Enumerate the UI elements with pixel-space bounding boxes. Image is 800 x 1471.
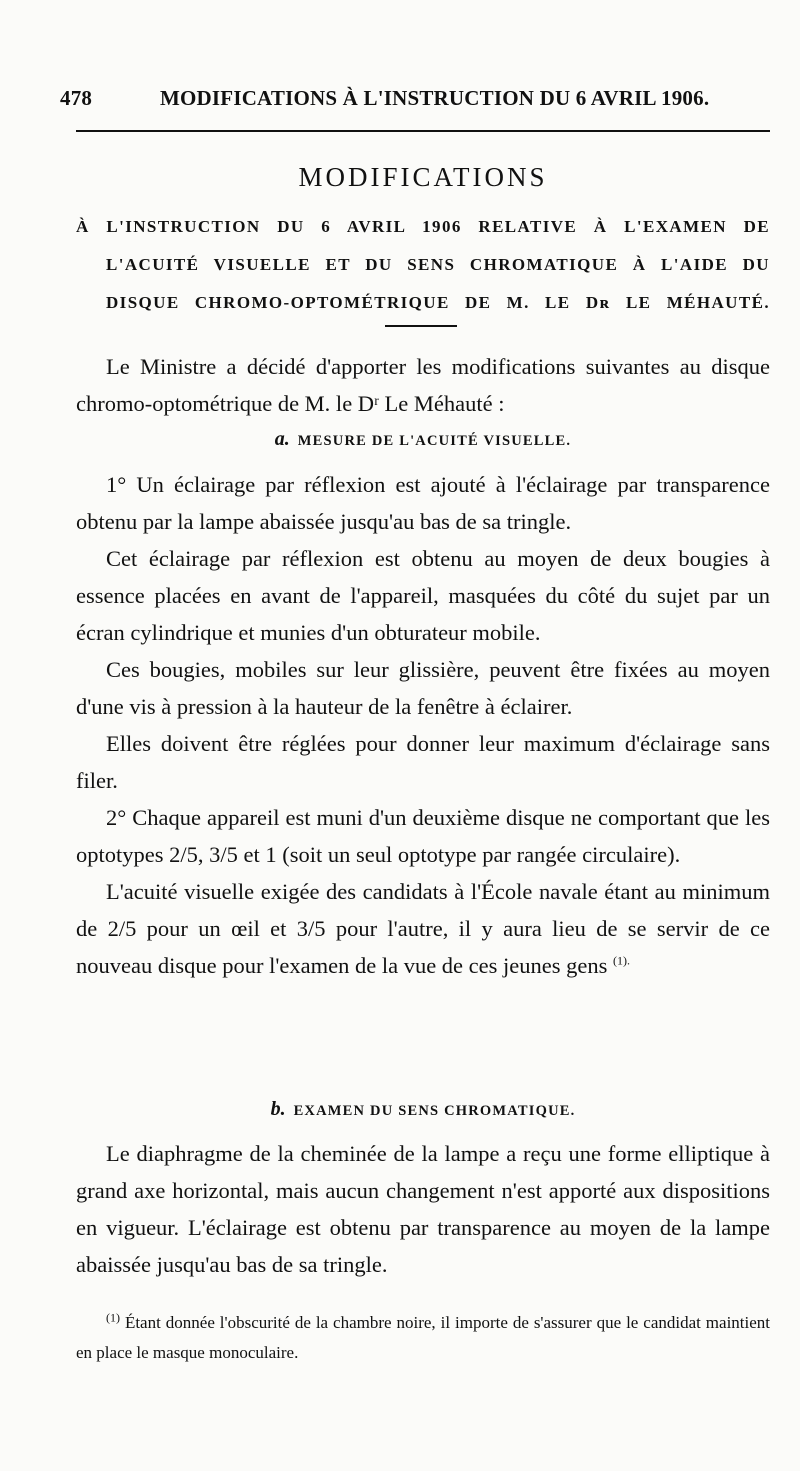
- section-letter: a.: [274, 428, 290, 450]
- paragraph: 2° Chaque appareil est muni d'un deuxième disque ne comportant que les optotypes 2/5, 3/5 et 1 (soit un seul optotype par rangée circulaire).: [76, 805, 770, 867]
- footnote-reference: (1).: [613, 953, 631, 968]
- paragraph: Le diaphragme de la cheminée de la lampe a reçu une forme elliptique à grand axe horizontal, mais aucun changement n'est apporté aux dispositions en vigueur. L'éclairage est obtenu par transparence au moyen de la lampe abaissée jusqu'au bas de sa tringle.: [76, 1141, 770, 1277]
- section-title: MESURE DE L'ACUITÉ VISUELLE.: [297, 433, 572, 449]
- section-a-heading: [76, 428, 770, 451]
- subtitle: [76, 208, 770, 322]
- footnote-text: Étant donnée l'obscurité de la chambre noire, il importe de s'assurer que le candidat maintient en place le masque monoculaire.: [76, 1313, 771, 1362]
- subtitle-line: DISQUE CHROMO-OPTOMÉTRIQUE DE M. LE Dʀ LE MÉHAUTÉ.: [106, 293, 770, 312]
- paragraph-text: L'acuité visuelle exigée des candidats à l'École navale étant au minimum de 2/5 pour un œil et 3/5 pour l'autre, il y aura lieu de se servir de ce nouveau disque pour l'examen de la vue de ces jeunes gens: [76, 879, 770, 978]
- section-letter: b.: [270, 1098, 286, 1120]
- subtitle-line: L'ACUITÉ VISUELLE ET DU SENS CHROMATIQUE À L'AIDE DU: [106, 255, 770, 274]
- paragraph: Ces bougies, mobiles sur leur glissière, peuvent être fixées au moyen d'une vis à pression à la hauteur de la fenêtre à éclairer.: [76, 657, 770, 719]
- section-b-heading: [76, 1098, 770, 1121]
- section-b-body: [76, 1135, 770, 1283]
- paragraph: 1° Un éclairage par réflexion est ajouté à l'éclairage par transparence obtenu par la lampe abaissée jusqu'au bas de sa tringle.: [76, 472, 770, 534]
- subtitle-line: À L'INSTRUCTION DU 6 AVRIL 1906 RELATIVE À L'EXAMEN DE: [76, 217, 770, 236]
- intro-paragraph: [76, 348, 770, 422]
- running-title: MODIFICATIONS À L'INSTRUCTION DU 6 AVRIL 1906.: [160, 86, 710, 110]
- page-number: 478: [60, 86, 93, 110]
- footnote-paragraph: [76, 1308, 770, 1368]
- section-title: EXAMEN DU SENS CHROMATIQUE.: [293, 1103, 576, 1119]
- section-a-body: [76, 466, 770, 984]
- paragraph: Le Ministre a décidé d'apporter les modifications suivantes au disque chromo-optométrique de M. le Dʳ Le Méhauté :: [76, 354, 770, 416]
- title-rule: [385, 325, 457, 327]
- paragraph-with-note: [76, 873, 770, 984]
- footnote-mark: (1): [106, 1310, 120, 1325]
- paragraph: Cet éclairage par réflexion est obtenu au moyen de deux bougies à essence placées en avant de l'appareil, masquées du côté du sujet par un écran cylindrique et munies d'un obturateur mobile.: [76, 546, 770, 645]
- footnote: [76, 1308, 770, 1368]
- paragraph: Elles doivent être réglées pour donner leur maximum d'éclairage sans filer.: [76, 731, 770, 793]
- main-title: MODIFICATIONS: [298, 162, 548, 192]
- running-header: [60, 78, 770, 118]
- header-rule: [76, 130, 770, 132]
